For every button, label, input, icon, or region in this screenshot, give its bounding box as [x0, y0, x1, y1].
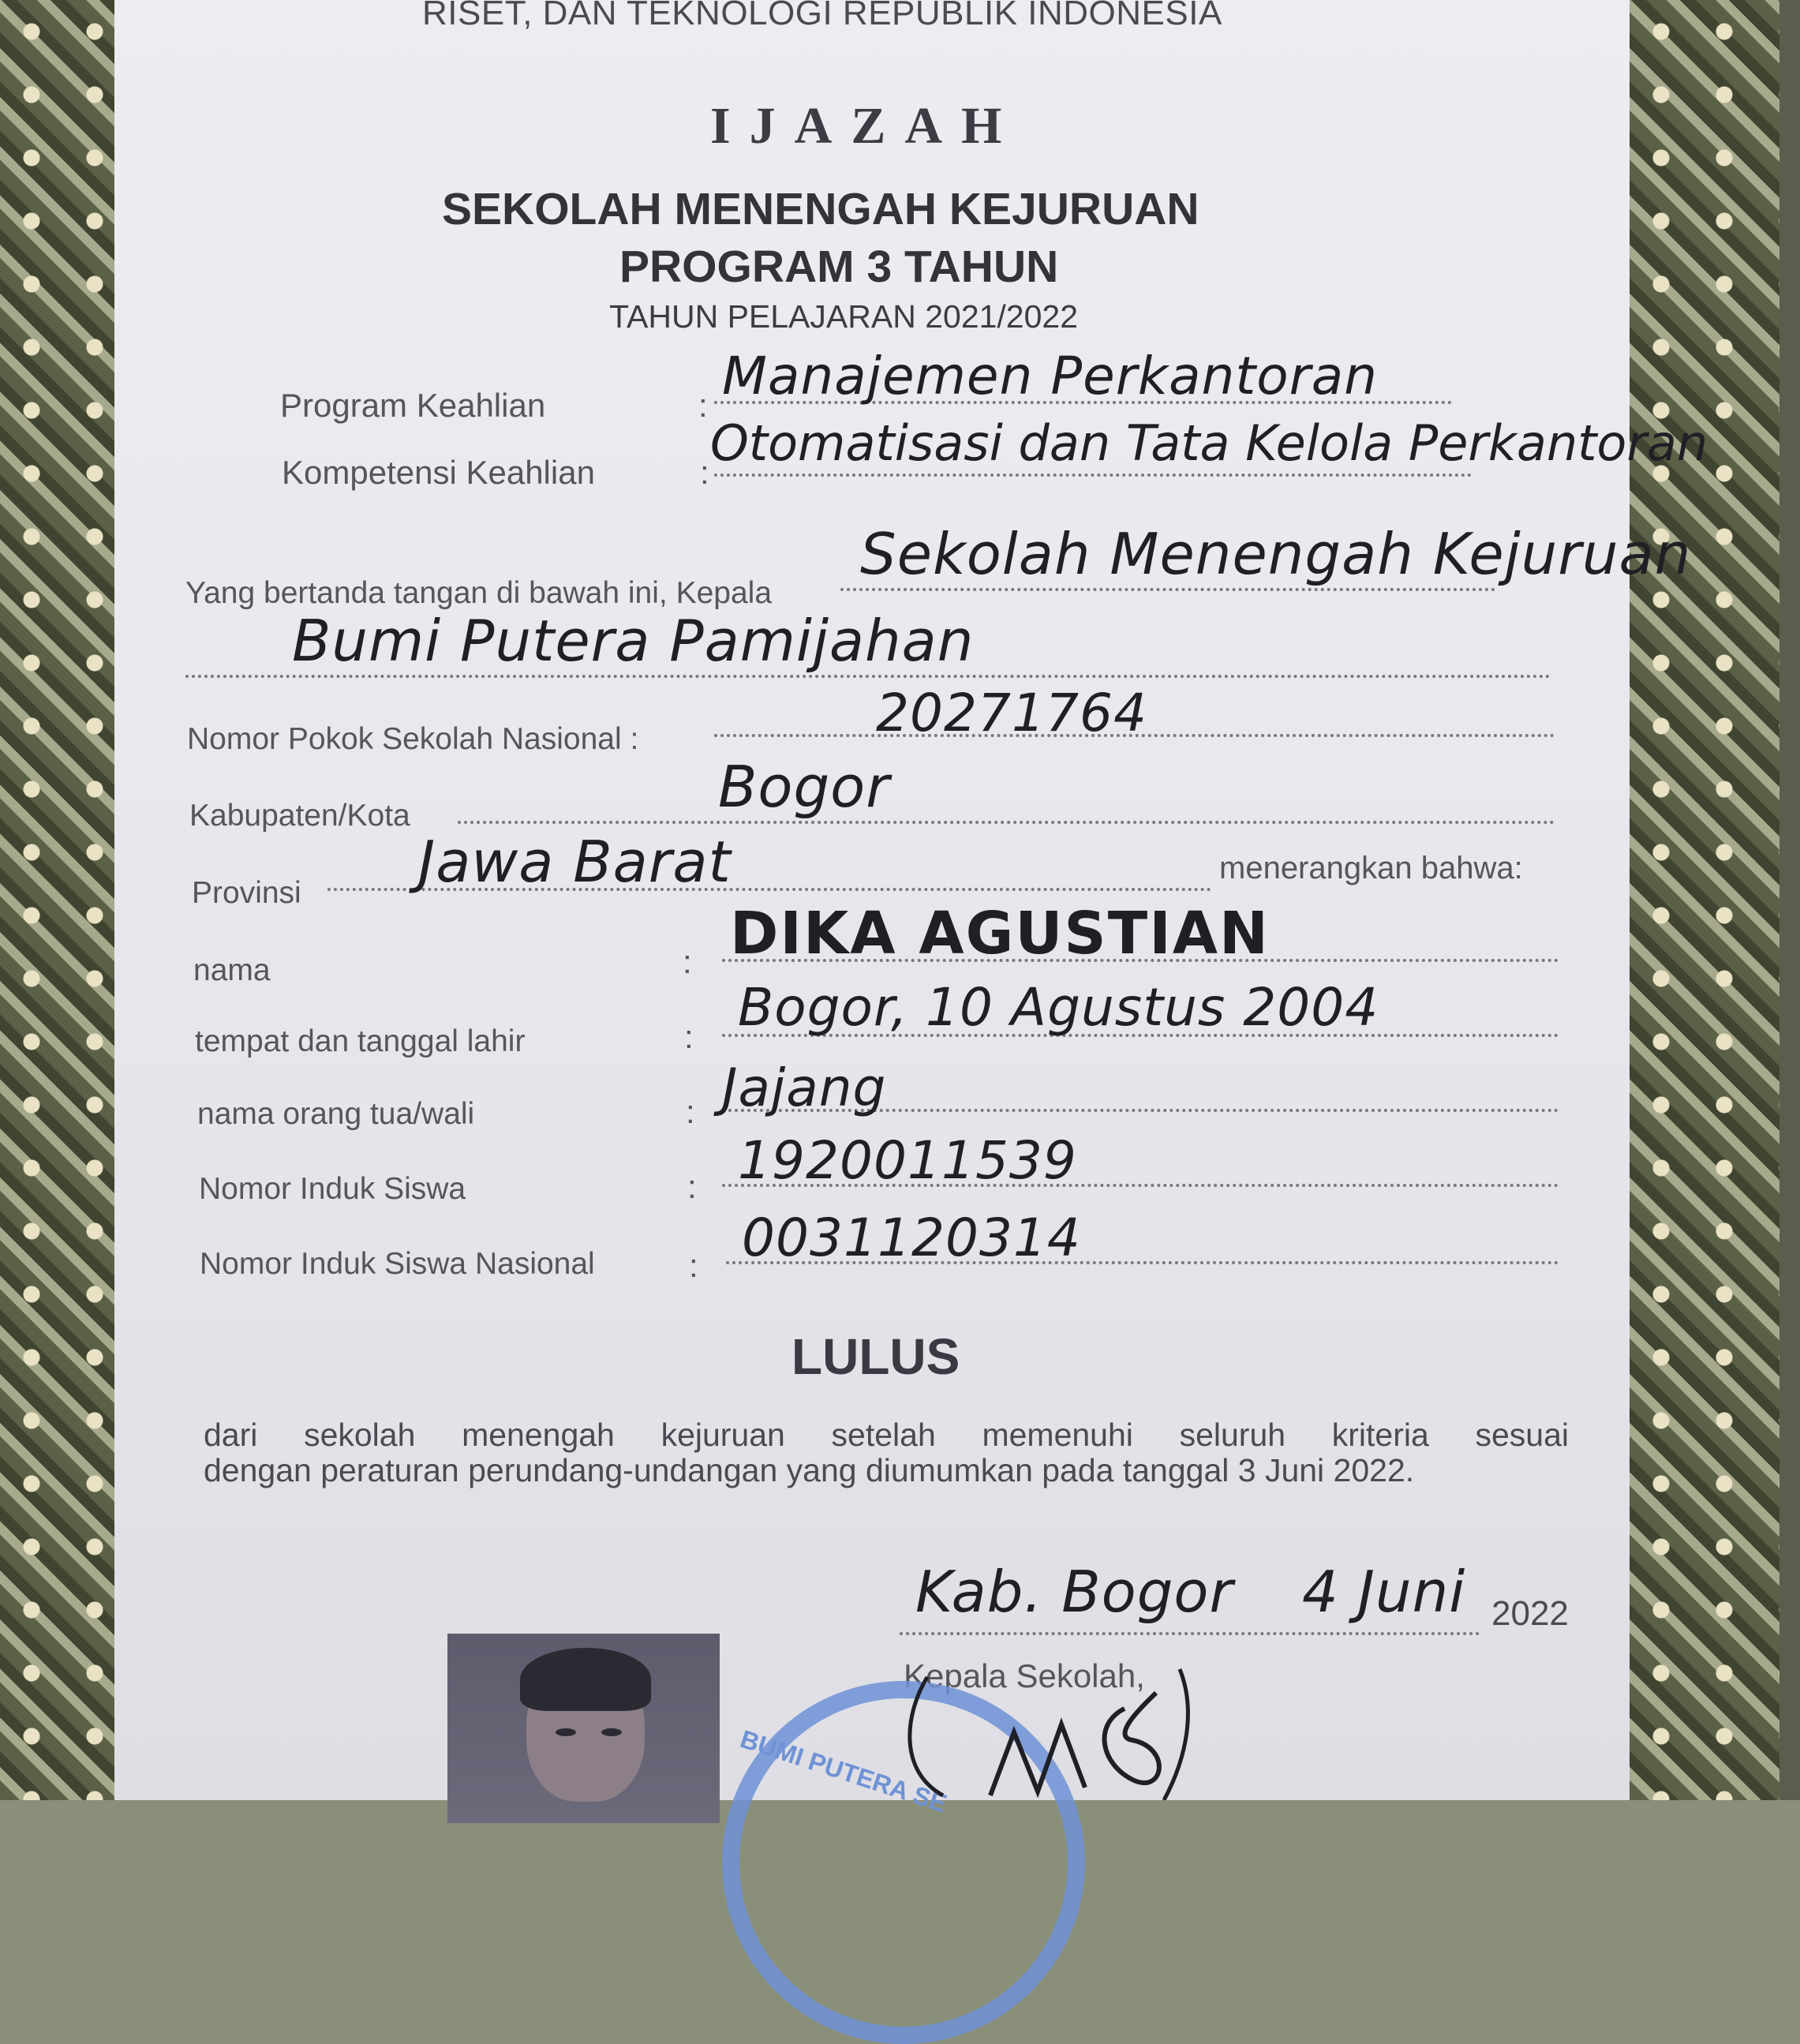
school-type-heading: SEKOLAH MENENGAH KEJURUAN	[442, 184, 1199, 234]
colon: :	[684, 1018, 694, 1055]
result-text-line1: dari sekolah menengah kejuruan setelah memenuhi seluruh kriteria sesuai	[204, 1417, 1569, 1453]
intro-label: Yang bertanda tangan di bawah ini, Kepala	[185, 576, 773, 610]
colon: :	[683, 943, 692, 980]
academic-year: TAHUN PELAJARAN 2021/2022	[609, 298, 1079, 335]
photo-eye-left	[556, 1728, 576, 1736]
document-title: IJAZAH	[710, 97, 1021, 155]
photo-eye-right	[601, 1728, 622, 1736]
npsn-value: 20271764	[876, 683, 1147, 743]
principal-role: Kepala Sekolah,	[904, 1657, 1145, 1694]
program-value: Manajemen Perkantoran	[722, 346, 1379, 406]
name-label: nama	[193, 953, 271, 987]
ornamental-border-left	[0, 0, 114, 1800]
states-text: menerangkan bahwa:	[1219, 851, 1523, 885]
dotted-line	[458, 821, 1555, 824]
photo-hair	[520, 1648, 651, 1711]
dotted-line	[714, 474, 1472, 477]
colon: :	[698, 387, 708, 424]
colon: :	[700, 454, 709, 491]
result-text-line2: dengan peraturan perundang-undangan yang diumumkan pada tanggal 3 Juni 2022.	[204, 1452, 1415, 1488]
parent-value: Jajang	[722, 1058, 887, 1118]
province-label: Provinsi	[192, 876, 301, 910]
certificate-paper	[114, 0, 1708, 1818]
nisn-value: 0031120314	[742, 1207, 1081, 1268]
sign-year: 2022	[1491, 1594, 1569, 1633]
sign-place-value: Kab. Bogor	[915, 1559, 1234, 1625]
dotted-line	[185, 675, 1551, 678]
birth-value: Bogor, 10 Agustus 2004	[738, 977, 1379, 1038]
nis-value: 1920011539	[738, 1130, 1077, 1191]
program-heading: PROGRAM 3 TAHUN	[619, 241, 1059, 292]
dotted-line	[840, 588, 1495, 591]
nisn-label: Nomor Induk Siswa Nasional	[200, 1247, 595, 1281]
principal-signature	[896, 1661, 1227, 1800]
sign-date-value: 4 Juni	[1302, 1559, 1466, 1625]
graduation-status: LULUS	[791, 1328, 960, 1385]
province-value: Jawa Barat	[418, 829, 732, 895]
birth-label: tempat dan tanggal lahir	[195, 1024, 526, 1058]
school-name-line2: Bumi Putera Pamijahan	[292, 608, 975, 674]
program-label: Program Keahlian	[280, 387, 546, 424]
competency-label: Kompetensi Keahlian	[282, 454, 595, 491]
parent-label: nama orang tua/wali	[197, 1097, 475, 1131]
colon: :	[687, 1168, 697, 1205]
student-photo	[447, 1634, 720, 1823]
stamp-text: BUMI PUTERA SE	[736, 1724, 951, 1818]
npsn-label: Nomor Pokok Sekolah Nasional :	[187, 722, 639, 756]
nis-label: Nomor Induk Siswa	[199, 1172, 466, 1206]
competency-value: Otomatisasi dan Tata Kelola Perkantoran	[710, 414, 1708, 472]
ministry-line: RISET, DAN TEKNOLOGI REPUBLIK INDONESIA	[422, 0, 1222, 32]
dotted-line	[900, 1632, 1480, 1635]
city-label: Kabupaten/Kota	[189, 799, 410, 833]
colon: :	[686, 1093, 695, 1130]
city-value: Bogor	[718, 754, 890, 820]
colon: :	[689, 1247, 698, 1284]
school-name-line1: Sekolah Menengah Kejuruan	[860, 521, 1692, 587]
student-name-value: DIKA AGUSTIAN	[730, 900, 1270, 968]
ornamental-border-right	[1630, 0, 1800, 1800]
